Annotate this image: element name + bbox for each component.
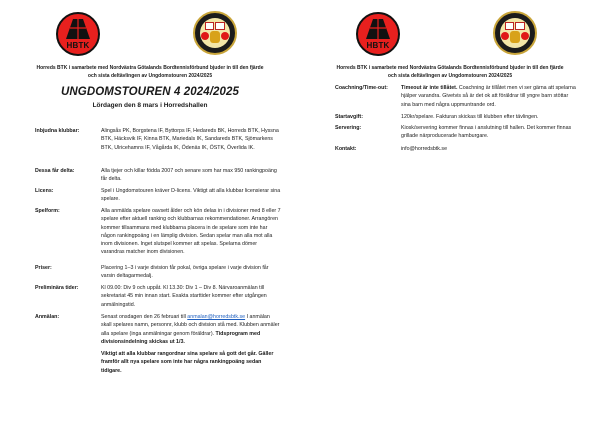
section-label: Spelform: (35, 208, 60, 214)
section-text: Placering 1–3 i varje division får pokal, övriga spelare i varje division får varsin deltagarmedalj. (101, 265, 269, 280)
section-label: Priser: (35, 265, 52, 271)
hbtk-logo-text: HBTK (366, 41, 390, 50)
section-label: Startavgift: (335, 114, 363, 120)
contact-email[interactable]: info@horredsbtk.se (401, 146, 448, 152)
section-text: Kl 09.00: Div 9 och uppåt. Kl 13.30: Div 1 – Div 8. Närvaroanmälan till sekretariat 45 min innan start. Exakta starttider kommer efter utgången anmälningstid. (101, 285, 267, 308)
section-text: Kiosk/servering kommer finnas i anslutning till hallen. Det kommer finnas grillade närproducerade hamburgare. (401, 125, 572, 140)
registration-text: Senast onsdagen den 26 februari till anmalan@horredsbtk.se I anmälan skall spelares namn, personnr, klubb och division stå med. Klubben anmäler alla spelare (inga anmälningar genom föräldrar). Tidsprogram med divisionsindelning skickas ut 1/3. (101, 314, 280, 345)
hbtk-logo-text: HBTK (66, 41, 90, 50)
section-label: Kontakt: (335, 146, 357, 152)
page-subtitle: Lördagen den 8 mars i Horredshallen (92, 102, 208, 109)
section-label: Inbjudna klubbar: (35, 128, 80, 134)
ranking-note: Viktigt att alla klubbar rangordnar sina spelare så gott det går. Gäller framför allt nya spelare som inte har några rankingpoäng sedan tidigare. (101, 351, 274, 374)
section-label: Anmälan: (35, 314, 60, 320)
road-emblem-icon (366, 19, 390, 41)
federation-logo-icon (493, 11, 537, 55)
section-text: Alla anmälda spelare oavsett ålder och kön delas in i divisioner med 8 eller 7 spelare efter aktuell ranking och klubbarnas rekommendationer. Arrangören kommer tillsammans med klubbarna placera in de spelare som inte har någon rankingpoäng i en lämplig division. Sedan spelar man alla mot alla inom divisionen. Inget slutspel kommer att spelas. Spelarna dömer varandras matcher inom divisionen. (101, 208, 281, 256)
intro-text: Horreds BTK i samarbete med Nordvästra Götalands Bordtennisförbund bjuder in till den fjärde och sista deltävlingen av Ungdomstouren 2024/2025 (36, 65, 264, 79)
section-text: 120kr/spelare. Fakturan skickas till klubben efter tävlingen. (401, 114, 539, 120)
section-label: Dessa får delta: (35, 168, 75, 174)
section-label: Coachning/Time-out: (335, 85, 388, 91)
hbtk-logo-icon (56, 12, 100, 56)
federation-logo-icon (193, 11, 237, 55)
section-label: Preliminära tider: (35, 285, 79, 291)
section-label: Servering: (335, 125, 362, 131)
page-title: UNGDOMSTOUREN 4 2024/2025 (60, 86, 240, 98)
section-text: Alla tjejer och killar födda 2007 och senare som har max 950 rankingpoäng får delta. (101, 168, 277, 183)
intro-text: Horreds BTK i samarbete med Nordvästra Götalands Bordtennisförbund bjuder in till den fjärde och sista deltävlingen av Ungdomstouren 2024/2025 (336, 65, 564, 79)
section-label: Licens: (35, 188, 54, 194)
road-emblem-icon (66, 19, 90, 41)
page-2 (300, 0, 600, 424)
section-text: Alingsås PK, Borgstena IF, Byttorps IF, Hedareds BK, Horreds BTK, Hyssna BTK, Häcksvik IF, Kinna BTK, Mariedals IK, Sandareds BTK, Sjömarkens BTK, Ulricehamns IF, Vågårda IK, Ödenäs IK, ÖSTK, Överlida IK. (101, 128, 279, 151)
registration-email-link[interactable]: anmalan@horredsbtk.se (187, 314, 246, 320)
section-text: Timeout är inte tillåtet. Coachning är tillåtet men vi ser gärna att spelarna hjälper varandra. Givetvis så är det ok att föräldrar till yngre barn stöttar sina barn med några uppmuntrande ord. (401, 85, 576, 108)
hbtk-logo-icon (356, 12, 400, 56)
section-text: Spel i Ungdomstouren kräver D-licens. Viktigt att alla klubbar licensierar sina spelare. (101, 188, 281, 203)
